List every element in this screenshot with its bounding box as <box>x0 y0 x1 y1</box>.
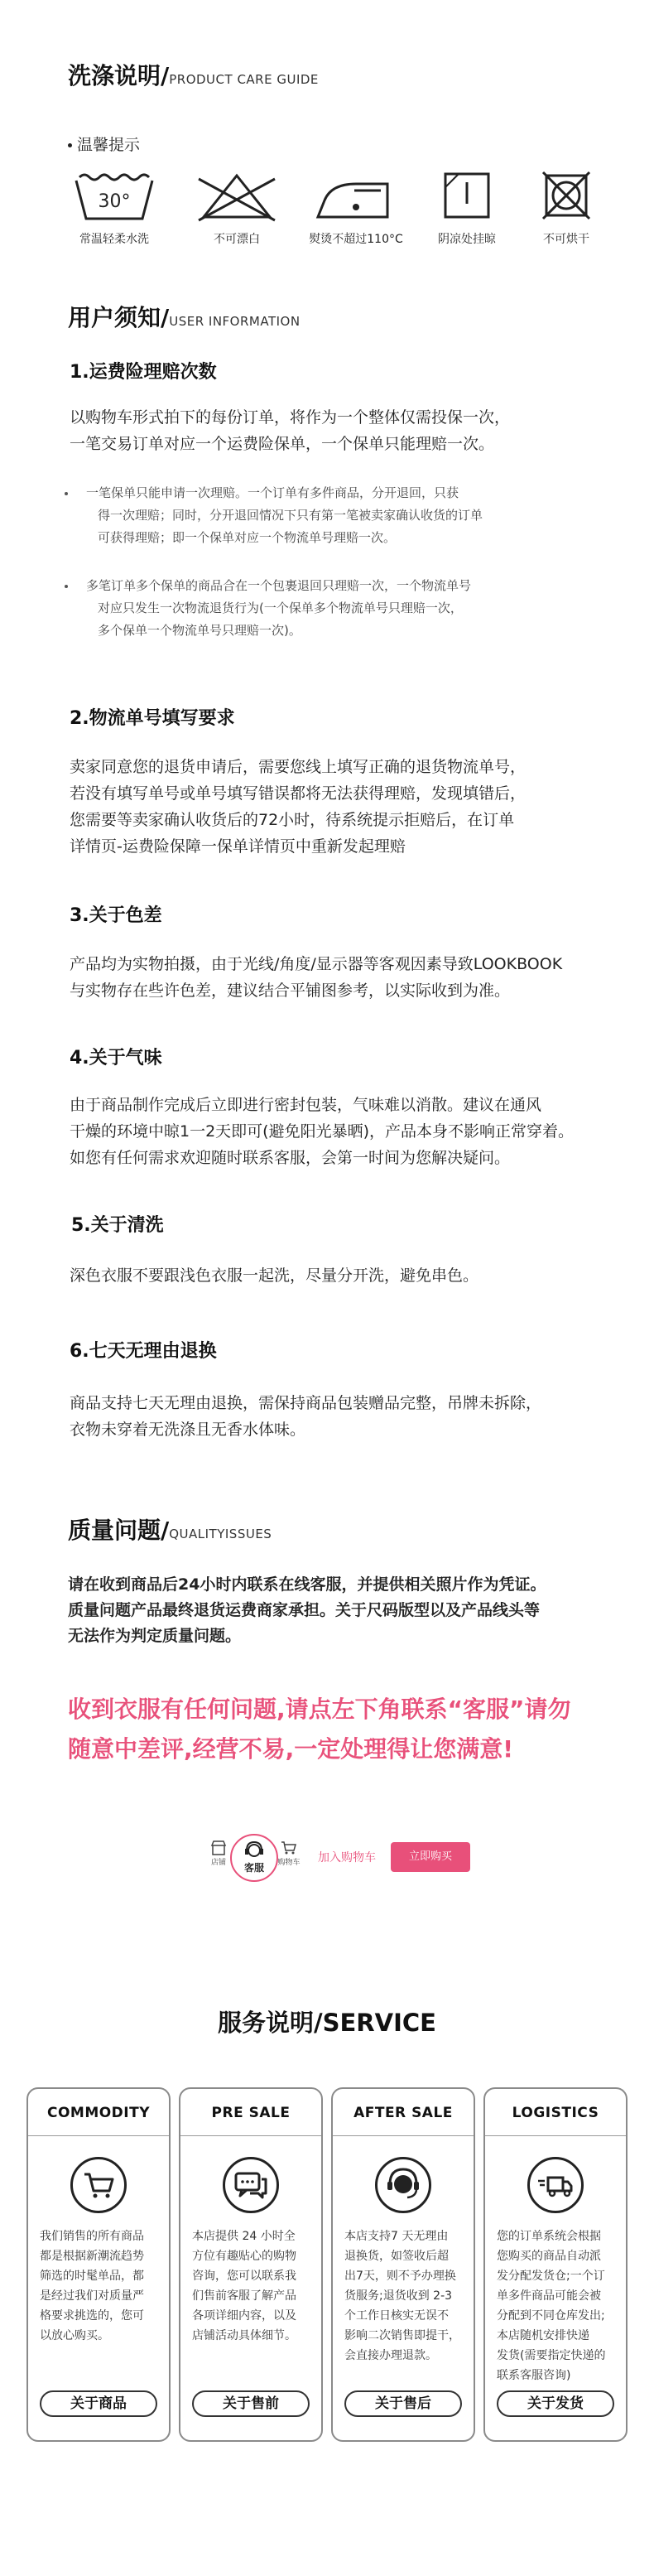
cart-label: 购物车 <box>277 1859 301 1867</box>
section-body-4 <box>70 1092 574 1171</box>
section-1-bullet-1 <box>86 482 483 549</box>
card-text-line: 本店提供 24 小时全 <box>192 2230 296 2243</box>
section-4-line: 干燥的环境中晾1一2天即可(避免阳光暴晒)，产品本身不影响正常穿着。 <box>70 1122 575 1141</box>
care-guide-title <box>68 58 319 91</box>
care-label-bleach: 不可漂白 <box>214 233 260 246</box>
card-text-line: 本店支持7 天无理由 <box>344 2230 449 2243</box>
service-card-after-sale <box>331 2087 475 2442</box>
card-text <box>344 2226 465 2366</box>
quality-body <box>68 1572 546 1649</box>
section-4-line: 由于商品制作完成后立即进行密封包装，气味难以消散。建议在通风 <box>70 1096 542 1114</box>
card-text-line: 以放心购买。 <box>40 2329 109 2342</box>
card-text-line: 退换货，如签收后超 <box>344 2250 449 2263</box>
section-5-line: 深色衣服不要跟浅色衣服一起洗，尽量分开洗，避免串色。 <box>70 1266 479 1285</box>
quality-subtitle: QUALITYISSUES <box>169 1527 272 1541</box>
card-text-line: 方位有趣贴心的购物 <box>192 2250 296 2263</box>
section-2-line: 您需要等卖家确认收货后的72小时，待系统提示拒赔后，在订单 <box>70 811 515 829</box>
quality-line: 质量问题产品最终退货运费商家承担。关于尺码版型以及产品线头等 <box>68 1601 541 1619</box>
card-text-line: 分配到不同仓库发出; <box>497 2309 605 2323</box>
section-body-2 <box>70 754 526 860</box>
section-1-bullet-2 <box>86 575 471 642</box>
card-text-line: 发货(需要指定快递的 <box>497 2349 606 2362</box>
bullet-dot <box>65 492 68 495</box>
customer-service-button[interactable] <box>230 1834 278 1882</box>
no-bleach-icon <box>190 172 283 222</box>
service-card-pre-sale <box>179 2087 323 2442</box>
about-after-sale-button[interactable]: 关于售后 <box>344 2390 462 2417</box>
about-logistics-button[interactable]: 关于发货 <box>497 2390 614 2417</box>
bullet-line: 一笔保单只能申请一次理赔。一个订单有多件商品，分开退回，只获 <box>86 485 459 500</box>
user-info-subtitle: USER INFORMATION <box>169 314 301 329</box>
card-text <box>497 2226 618 2385</box>
headset-icon <box>243 1840 265 1859</box>
about-commodity-button[interactable]: 关于商品 <box>40 2390 157 2417</box>
card-head: LOGISTICS <box>485 2089 626 2136</box>
section-6-line: 商品支持七天无理由退换，需保持商品包装赠品完整，吊牌未拆除， <box>70 1394 542 1412</box>
section-1-line: 一笔交易订单对应一个运费险保单，一个保单只能理赔一次。 <box>70 435 495 453</box>
card-text-line: 单多件商品可能会被 <box>497 2289 601 2303</box>
section-2-line: 详情页-运费险保障一保单详情页中重新发起理赔 <box>70 837 406 856</box>
cart-entry[interactable] <box>277 1840 301 1867</box>
section-1-line: 以购物车形式拍下的每份订单，将作为一个整体仅需投保一次， <box>70 408 511 427</box>
quality-title-text: 质量问题/ <box>68 1517 170 1544</box>
care-label-wash: 常温轻柔水洗 <box>79 233 149 246</box>
highlight-line: 收到衣服有任何问题,请点左下角联系“客服”请勿 <box>68 1696 571 1723</box>
card-text-line: 各项详细内容，以及 <box>192 2309 296 2323</box>
highlight-line: 随意中差评,经营不易,一定处理得让您满意! <box>68 1735 514 1763</box>
wash-30-icon <box>68 172 161 222</box>
section-title-2: 2.物流单号填写要求 <box>70 708 235 729</box>
section-body-6 <box>70 1390 541 1443</box>
care-guide-title-text: 洗涤说明/ <box>68 62 170 89</box>
care-label-dry-shade: 阴凉处挂晾 <box>438 233 496 246</box>
card-text-line: 本店随机安排快递 <box>497 2329 589 2342</box>
bullet-line: 得一次理赔；同时，分开退回情况下只有第一笔被卖家确认收货的订单 <box>98 508 483 523</box>
chat-icon <box>223 2157 279 2213</box>
cart-icon <box>70 2157 127 2213</box>
card-head: COMMODITY <box>28 2089 169 2136</box>
service-title: 服务说明/SERVICE <box>218 2009 436 2037</box>
bullet-line: 多个保单一个物流单号只理赔一次)。 <box>98 623 301 638</box>
delivery-icon <box>527 2157 584 2213</box>
card-text-line: 出7天，则不予办理换 <box>344 2270 456 2283</box>
buy-now-button[interactable]: 立即购买 <box>391 1842 470 1872</box>
about-pre-sale-button[interactable]: 关于售前 <box>192 2390 310 2417</box>
care-guide-subtitle: PRODUCT CARE GUIDE <box>169 72 319 87</box>
quality-highlight <box>68 1690 570 1769</box>
card-text-line: 店铺活动具体细节。 <box>192 2329 296 2342</box>
card-text-line: 影响二次销售即提干， <box>344 2329 460 2342</box>
quality-line: 请在收到商品后24小时内联系在线客服，并提供相关照片作为凭证。 <box>68 1575 546 1594</box>
card-text-line: 会直接办理退款。 <box>344 2349 437 2362</box>
support-agent-icon <box>375 2157 431 2213</box>
bullet-dot <box>65 585 68 588</box>
add-to-cart-button[interactable]: 加入购物车 <box>318 1851 376 1864</box>
bullet-line: 可获得理赔；即一个保单对应一个物流单号理赔一次。 <box>98 530 397 545</box>
quality-line: 无法作为判定质量问题。 <box>68 1627 242 1645</box>
shop-label: 店铺 <box>210 1859 226 1867</box>
section-3-line: 与实物存在些许色差，建议结合平铺图参考，以实际收到为准。 <box>70 982 511 1000</box>
card-text-line: 我们销售的所有商品 <box>40 2230 144 2243</box>
care-label-iron: 熨烫不超过110°C <box>309 233 403 246</box>
section-2-line: 若没有填写单号或单号填写错误都将无法获得理赔，发现填错后， <box>70 784 527 803</box>
care-label-no-tumble: 不可烘干 <box>543 233 589 246</box>
service-card-commodity <box>26 2087 171 2442</box>
card-text-line: 筛选的时髦单品，都 <box>40 2270 144 2283</box>
card-text-line: 都是根据新潮流趋势 <box>40 2250 144 2263</box>
care-tip <box>68 133 140 155</box>
no-tumble-dry-icon <box>541 171 591 220</box>
user-info-title <box>68 300 301 333</box>
service-card-logistics <box>483 2087 628 2442</box>
shade-dry-icon <box>442 171 492 220</box>
card-text-line: 货服务;退货收到 2-3 <box>344 2289 453 2303</box>
wash-temp-value: 30° <box>98 191 131 212</box>
card-head: PRE SALE <box>180 2089 321 2136</box>
card-text-line: 您购买的商品自动派 <box>497 2250 601 2263</box>
section-6-line: 衣物未穿着无洗涤且无香水体味。 <box>70 1421 306 1439</box>
card-text-line: 联系客服咨询) <box>497 2369 571 2382</box>
section-body-5 <box>70 1262 478 1289</box>
quality-title <box>68 1512 272 1546</box>
section-body-1 <box>70 404 510 457</box>
card-text-line: 发分配发货仓;一个订 <box>497 2270 605 2283</box>
user-info-title-text: 用户须知/ <box>68 304 170 331</box>
section-title-1: 1.运费险理赔次数 <box>70 362 217 383</box>
section-body-3 <box>70 951 562 1004</box>
section-3-line: 产品均为实物拍摄，由于光线/角度/显示器等客观因素导致LOOKBOOK <box>70 955 563 973</box>
card-text-line: 格要求挑选的，您可 <box>40 2309 144 2323</box>
shop-icon <box>210 1840 227 1855</box>
section-title-3: 3.关于色差 <box>70 905 162 926</box>
card-text-line: 们售前客服了解产品 <box>192 2289 296 2303</box>
service-label: 客服 <box>243 1862 264 1874</box>
iron-icon <box>310 172 402 222</box>
bullet-dot <box>68 143 72 147</box>
section-title-6: 6.七天无理由退换 <box>70 1341 217 1362</box>
section-2-line: 卖家同意您的退货申请后，需要您线上填写正确的退货物流单号， <box>70 758 527 776</box>
card-head: AFTER SALE <box>333 2089 474 2136</box>
card-text-line: 个工作日核实无误不 <box>344 2309 449 2323</box>
card-text-line: 咨询，您可以联系我 <box>192 2270 296 2283</box>
card-text-line: 是经过我们对质量严 <box>40 2289 144 2303</box>
section-title-5: 5.关于清洗 <box>71 1215 164 1236</box>
shop-entry[interactable] <box>207 1840 230 1867</box>
card-text <box>192 2226 313 2346</box>
card-text-line: 您的订单系统会根据 <box>497 2230 601 2243</box>
care-tip-label: 温馨提示 <box>77 136 141 154</box>
section-title-4: 4.关于气味 <box>70 1048 162 1069</box>
cta-bar <box>207 1834 480 1882</box>
card-text <box>40 2226 161 2346</box>
section-4-line: 如您有任何需求欢迎随时联系客服，会第一时间为您解决疑问。 <box>70 1149 511 1167</box>
bullet-line: 多笔订单多个保单的商品合在一个包裹退回只理赔一次，一个物流单号 <box>86 578 472 593</box>
bullet-line: 对应只发生一次物流退货行为(一个保单多个物流单号只理赔一次， <box>98 601 463 615</box>
cart-small-icon <box>281 1840 297 1855</box>
